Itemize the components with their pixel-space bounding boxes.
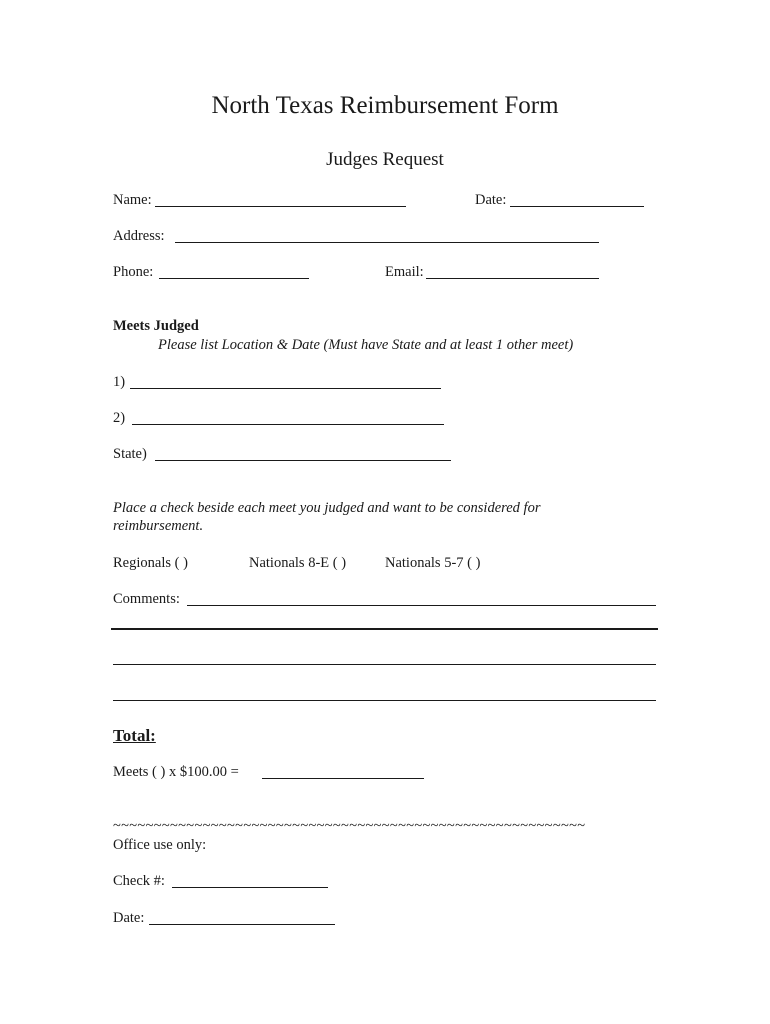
meet-2-field[interactable] [132, 424, 444, 425]
check-instruction-line-2: reimbursement. [113, 518, 204, 534]
comments-field-line-4[interactable] [113, 700, 656, 701]
nationals-8e-checkbox[interactable]: Nationals 8-E ( ) [249, 555, 347, 571]
name-label: Name: [113, 192, 152, 208]
name-field[interactable] [155, 206, 406, 207]
check-instruction-line-1: Place a check beside each meet you judged and want to be considered for [113, 500, 541, 516]
form-subtitle: Judges Request [326, 149, 444, 170]
meet-state-field[interactable] [155, 460, 451, 461]
meet-1-label: 1) [113, 374, 126, 390]
address-field[interactable] [175, 242, 599, 243]
check-number-field[interactable] [172, 887, 328, 888]
email-field[interactable] [426, 278, 599, 279]
meet-state-label: State) [113, 446, 147, 462]
address-label: Address: [113, 228, 165, 244]
meets-judged-heading: Meets Judged [113, 318, 199, 334]
meet-1-field[interactable] [130, 388, 441, 389]
nationals-5-7-checkbox[interactable]: Nationals 5-7 ( ) [385, 555, 481, 571]
email-label: Email: [385, 264, 424, 280]
meet-2-label: 2) [113, 410, 126, 426]
meets-total-formula: Meets ( ) x $100.00 = [113, 764, 239, 780]
phone-label: Phone: [113, 264, 154, 280]
office-date-field[interactable] [149, 924, 335, 925]
comments-label: Comments: [113, 591, 180, 607]
office-divider: ~~~~~~~~~~~~~~~~~~~~~~~~~~~~~~~~~~~~~~~~~~~~~~~~~~~~~~~~~~ [113, 818, 586, 834]
check-number-label: Check #: [113, 873, 165, 889]
office-use-label: Office use only: [113, 837, 207, 853]
date-label: Date: [475, 192, 507, 208]
total-amount-field[interactable] [262, 778, 424, 779]
phone-field[interactable] [159, 278, 309, 279]
office-date-label: Date: [113, 910, 145, 926]
comments-field-line-3[interactable] [113, 664, 656, 665]
date-field[interactable] [510, 206, 644, 207]
comments-field-line-2[interactable] [111, 628, 658, 630]
comments-field-line-1[interactable] [187, 605, 656, 606]
total-heading: Total: [113, 726, 156, 745]
form-title: North Texas Reimbursement Form [211, 92, 559, 119]
regionals-checkbox[interactable]: Regionals ( ) [113, 555, 188, 571]
meets-instruction: Please list Location & Date (Must have State and at least 1 other meet) [158, 337, 574, 353]
